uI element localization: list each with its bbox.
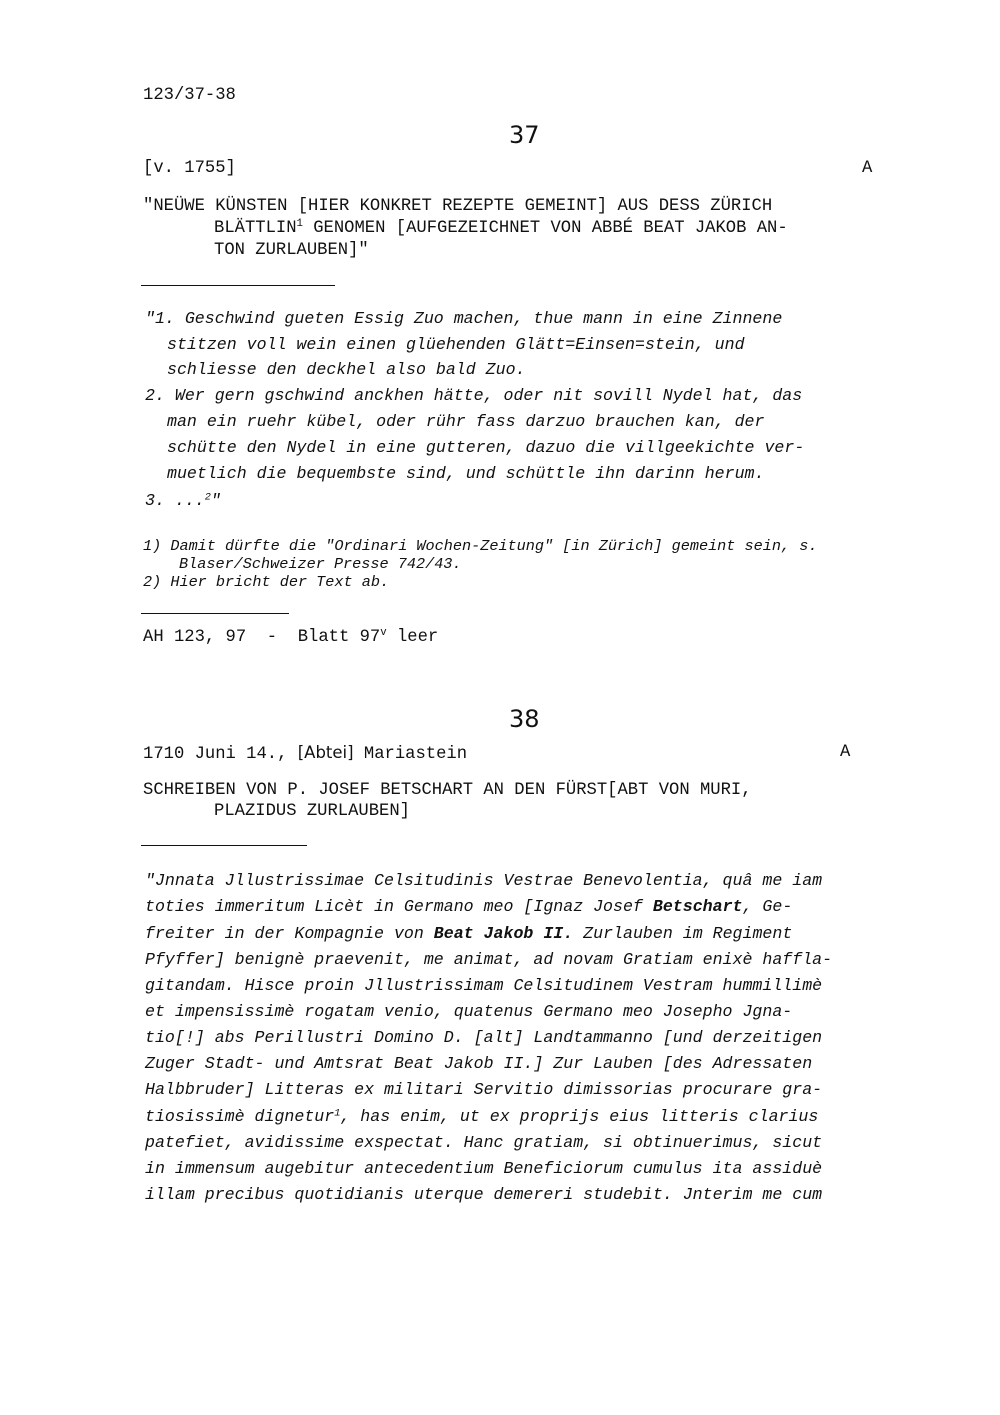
- text-line: 2. Wer gern gschwind anckhen hätte, oder nit sovill Nydel hat, das: [145, 386, 803, 405]
- text-line: "Jnnata Jllustrissimae Celsitudinis Vestrae Benevolentia, quâ me iam: [145, 871, 823, 890]
- text-line: Pfyffer] benignè praevenit, me animat, ad novam Gratiam enixè haffla-: [145, 950, 833, 969]
- text-line: patefiet, avidissime exspectat. Hanc gratiam, si obtinuerimus, sicut: [145, 1133, 823, 1152]
- text-line: schliesse den deckhel also bald Zuo.: [167, 360, 526, 379]
- document-title-line: TON ZURLAUBEN]": [214, 241, 369, 260]
- footnote-separator-rule: [141, 613, 289, 614]
- archive-reference: 123/37-38: [143, 86, 236, 105]
- footnote-marker: 1: [296, 218, 303, 231]
- title-separator-rule: [141, 285, 335, 286]
- document-title-line: BLÄTTLIN$^1$ GENOMEN [AUFGEZEICHNET VON ABBÉ BEAT JAKOB AN-: [214, 218, 788, 238]
- bold-name: Betschart: [652, 897, 743, 916]
- text-line: Halbbruder] Litteras ex militari Servitio dimissorias procurare gra-: [145, 1080, 823, 1099]
- document-title-line: PLAZIDUS ZURLAUBEN]: [214, 802, 410, 821]
- footnote-marker: 2: [204, 491, 211, 504]
- source-reference: AH 123, 97 - Blatt 97$^v$ leer: [143, 627, 439, 647]
- text-line: illam precibus quotidianis uterque demereri studebit. Jnterim me cum: [145, 1185, 823, 1204]
- footnote-continuation: Blaser/Schweizer Presse 742/43.: [179, 555, 462, 573]
- text-line: schütte den Nydel in eine gutteren, dazuo die villgeekichte ver-: [167, 438, 805, 457]
- text-line: tiosissimè dignetur$^1$, has enim, ut ex proprijs eius litteris clarius: [145, 1107, 819, 1126]
- text-line: et impensissimè rogatam venio, quatenus Germano meo Josepho Jgna-: [145, 1002, 793, 1021]
- text-line: stitzen voll wein einen glüehenden Glätt=Einsen=stein, und: [167, 335, 745, 354]
- footnote-marker: 1: [334, 1107, 341, 1120]
- bold-name: Beat Jakob II.: [433, 924, 574, 943]
- text-line: toties immeritum Licèt in Germano meo [Ignaz Josef Betschart, Ge-: [145, 897, 793, 916]
- text-line: "1. Geschwind gueten Essig Zuo machen, thue mann in eine Zinnene: [145, 309, 783, 328]
- document-date-38: 1710 Juni 14., [Abtei] Mariastein: [143, 743, 468, 764]
- document-title-line: "NEÜWE KÜNSTEN [HIER KONKRET REZEPTE GEMEINT] AUS DESS ZÜRICH: [143, 197, 773, 216]
- title-separator-rule: [141, 845, 307, 846]
- document-number-37: 37: [509, 121, 540, 149]
- document-number-38: 38: [509, 705, 540, 733]
- text-line: gitandam. Hisce proin Jllustrissimam Celsitudinem Vestram hummillimè: [145, 976, 823, 995]
- footnote: 2) Hier bricht der Text ab.: [143, 573, 390, 591]
- document-date-37: [v. 1755]: [143, 159, 236, 178]
- document-title-line: SCHREIBEN VON P. JOSEF BETSCHART AN DEN FÜRST[ABT VON MURI,: [143, 781, 752, 800]
- document-type-letter-37: A: [862, 159, 873, 178]
- text-line: in immensum augebitur antecedentium Beneficiorum cumulus ita assiduè: [145, 1159, 823, 1178]
- document-type-letter-38: A: [840, 743, 851, 762]
- text-line: 3. ...$^2$": [145, 491, 221, 510]
- text-line: tio[!] abs Perillustri Domino D. [alt] Landtammanno [und derzeitigen: [145, 1028, 823, 1047]
- verso-marker: v: [380, 627, 387, 640]
- text-line: freiter in der Kompagnie von Beat Jakob II. Zurlauben im Regiment: [145, 924, 793, 943]
- text-line: Zuger Stadt- und Amtsrat Beat Jakob II.] Zur Lauben [des Adressaten: [145, 1054, 813, 1073]
- footnote: 1) Damit dürfte die "Ordinari Wochen-Zeitung" [in Zürich] gemeint sein, s.: [143, 537, 818, 555]
- text-line: muetlich die bequembste sind, und schüttle ihn darinn herum.: [167, 464, 765, 483]
- text-line: man ein ruehr kübel, oder rühr fass darzuo brauchen kan, der: [167, 412, 765, 431]
